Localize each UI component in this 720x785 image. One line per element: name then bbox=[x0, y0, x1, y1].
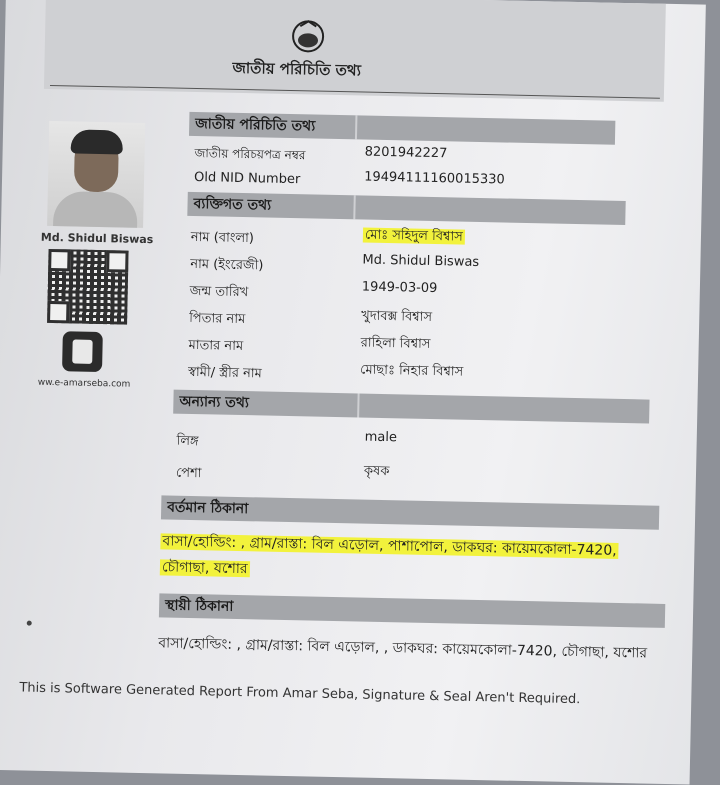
permanent-address-line1: বাসা/হোল্ডিং: , গ্রাম/রাস্তা: বিল এড়োল, , ডাকঘর: কায়েমকোলা-7420, চৌগাছা, যশোর bbox=[158, 635, 648, 662]
value-old-nid: 19494111160015330 bbox=[364, 169, 505, 188]
website-label: ww.e-amarseba.com bbox=[37, 377, 131, 390]
value-mother: রাহিলা বিশ্বাস bbox=[360, 335, 431, 352]
qr-code-icon bbox=[47, 249, 129, 325]
label-father: পিতার নাম bbox=[189, 310, 246, 328]
punch-mark bbox=[27, 621, 32, 626]
label-spouse: স্বামী/ স্ত্রীর নাম bbox=[187, 364, 263, 382]
section-title: ব্যক্তিগত তথ্য bbox=[193, 195, 272, 214]
value-spouse: মোছাঃ নিহার বিশ্বাস bbox=[359, 362, 464, 380]
section-other-header bbox=[173, 390, 649, 424]
value-dob: 1949-03-09 bbox=[361, 279, 438, 297]
value-occupation: কৃষক bbox=[363, 463, 390, 480]
present-address-line1: বাসা/হোল্ডিং: , গ্রাম/রাস্তা: বিল এড়োল, পাশাপোল, ডাকঘর: কায়েমকোলা-7420, bbox=[162, 533, 617, 559]
page-title: জাতীয় পরিচিতি তথ্য bbox=[232, 58, 362, 80]
value-name-english: Md. Shidul Biswas bbox=[362, 252, 480, 270]
footer-note: This is Software Generated Report From Amar Seba, Signature & Seal Aren't Required. bbox=[19, 680, 581, 708]
label-dob: জন্ম তারিখ bbox=[189, 283, 249, 301]
section-personal-header bbox=[187, 192, 625, 225]
amarseba-logo-icon bbox=[62, 331, 103, 372]
section-present-address-header bbox=[161, 495, 659, 529]
label-occupation: পেশা bbox=[175, 465, 202, 482]
label-name-english: নাম (ইংরেজী) bbox=[190, 256, 264, 274]
value-gender: male bbox=[364, 429, 398, 446]
value-name-bangla: মোঃ সহিদুল বিশ্বাস bbox=[364, 227, 463, 245]
photo-caption: Md. Shidul Biswas bbox=[40, 230, 154, 247]
avatar bbox=[47, 121, 145, 228]
present-address-line2: চৌগাছা, যশোর bbox=[161, 559, 248, 578]
label-nid-number: জাতীয় পরিচয়পত্র নম্বর bbox=[194, 145, 306, 163]
section-nid-header bbox=[189, 112, 615, 145]
government-emblem-icon bbox=[288, 18, 329, 55]
section-title: অন্যান্য তথ্য bbox=[179, 393, 250, 412]
section-permanent-address-header bbox=[159, 593, 665, 628]
label-old-nid: Old NID Number bbox=[193, 169, 301, 188]
label-mother: মাতার নাম bbox=[188, 337, 244, 355]
section-title: জাতীয় পরিচিতি তথ্য bbox=[195, 115, 316, 135]
label-name-bangla: নাম (বাংলা) bbox=[190, 229, 255, 247]
label-gender: লিঙ্গ bbox=[176, 433, 199, 450]
section-title: স্থায়ী ঠিকানা bbox=[164, 597, 234, 615]
value-father: খুদাবক্স বিশ্বাস bbox=[361, 308, 433, 325]
section-title: বর্তমান ঠিকানা bbox=[167, 499, 249, 518]
value-nid-number: 8201942227 bbox=[364, 144, 448, 162]
